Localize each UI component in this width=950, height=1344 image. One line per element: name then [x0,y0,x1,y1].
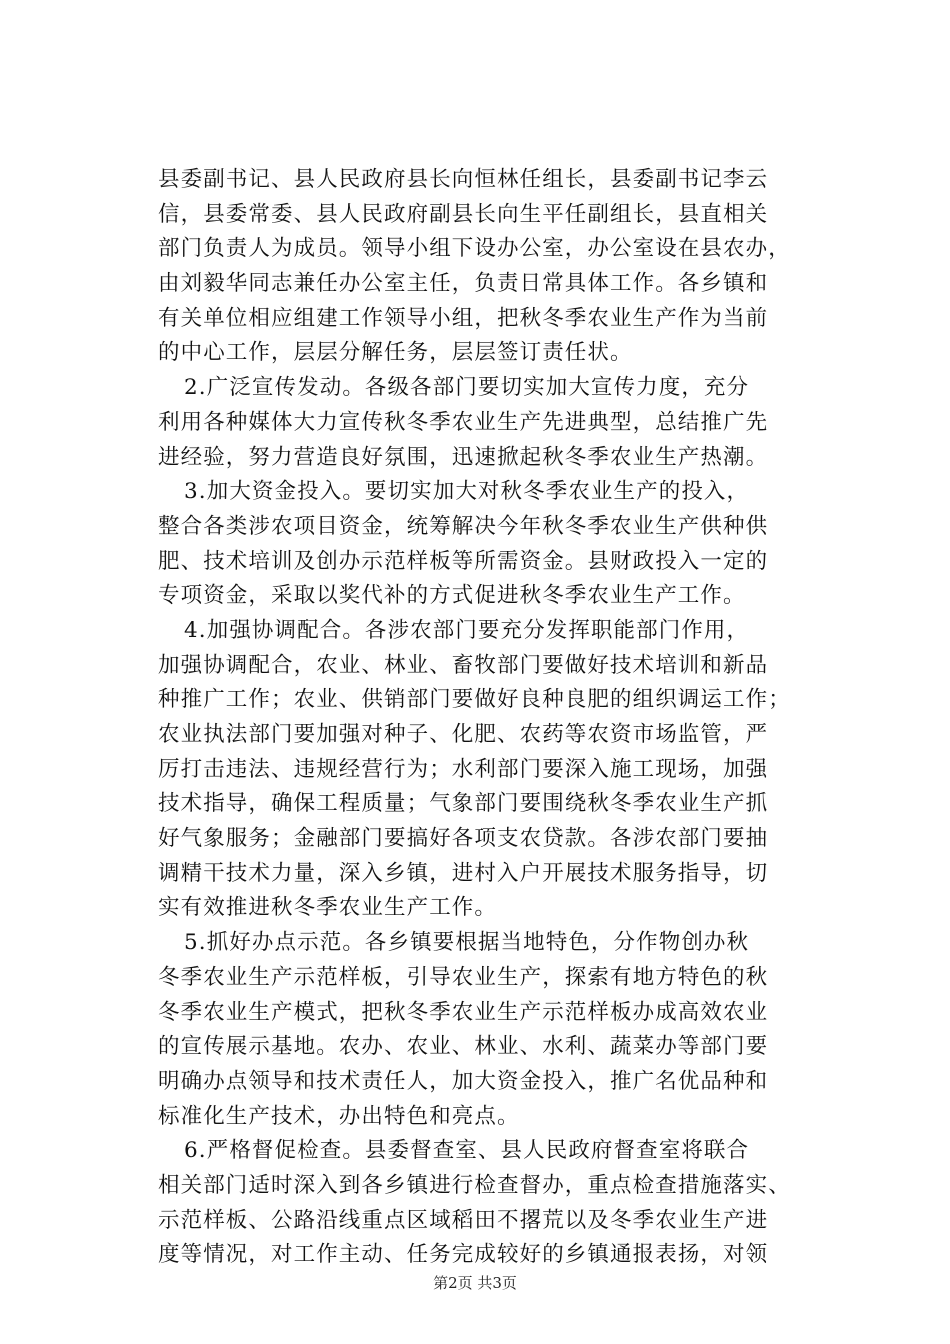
text-line: 实有效推进秋冬季农业生产工作。 [158,895,498,921]
text-line: 有关单位相应组建工作领导小组，把秋冬季农业生产作为当前 [158,305,769,331]
text-line: 加强协调配合，农业、林业、畜牧部门要做好技术培训和新品 [158,652,769,678]
text-line: 由刘毅华同志兼任办公室主任，负责日常具体工作。各乡镇和 [158,271,769,297]
text-line: 县委副书记、县人民政府县长向恒林任组长，县委副书记李云 [158,167,769,192]
text-line: 肥、技术培训及创办示范样板等所需资金。县财政投入一定的 [158,548,769,574]
text-line: 整合各类涉农项目资金，统筹解决今年秋冬季农业生产供种供 [158,513,769,539]
text-line: 4.加强协调配合。各涉农部门要充分发挥职能部门作用， [184,617,750,643]
text-line: 标准化生产技术，办出特色和亮点。 [158,1103,520,1129]
text-line: 部门负责人为成员。领导小组下设办公室，办公室设在县农办， [158,236,791,262]
text-line: 冬季农业生产示范样板，引导农业生产，探索有地方特色的秋 [158,964,769,990]
text-line: 利用各种媒体大力宣传秋冬季农业生产先进典型，总结推广先 [158,409,769,435]
text-line: 种推广工作；农业、供销部门要做好良种良肥的组织调运工作； [158,687,791,713]
text-line: 的中心工作，层层分解任务，层层签订责任状。 [158,340,633,366]
text-line: 冬季农业生产模式，把秋冬季农业生产示范样板办成高效农业 [158,999,769,1025]
text-line: 2.广泛宣传发动。各级各部门要切实加大宣传力度，充分 [184,375,750,401]
text-line: 5.抓好办点示范。各乡镇要根据当地特色，分作物创办秋 [184,930,750,956]
text-line: 6.严格督促检查。县委督查室、县人民政府督查室将联合 [184,1138,750,1164]
text-line: 好气象服务；金融部门要搞好各项支农贷款。各涉农部门要抽 [158,826,769,852]
text-line: 度等情况，对工作主动、任务完成较好的乡镇通报表扬，对领 [158,1242,769,1268]
text-line: 的宣传展示基地。农办、农业、林业、水利、蔬菜办等部门要 [158,1034,769,1060]
text-line: 厉打击违法、违规经营行为；水利部门要深入施工现场，加强 [158,756,769,782]
page-footer: 第2页 共3页 [433,1274,517,1292]
text-line: 相关部门适时深入到各乡镇进行检查督办，重点检查措施落实、 [158,1172,791,1198]
text-line: 技术指导，确保工程质量；气象部门要围绕秋冬季农业生产抓 [158,791,769,817]
text-line: 专项资金，采取以奖代补的方式促进秋冬季农业生产工作。 [158,583,746,609]
text-line: 信，县委常委、县人民政府副县长向生平任副组长，县直相关 [158,201,769,227]
text-line: 3.加大资金投入。要切实加大对秋冬季农业生产的投入， [184,479,750,505]
text-line: 调精干技术力量，深入乡镇，进村入户开展技术服务指导，切 [158,860,769,886]
text-line: 明确办点领导和技术责任人，加大资金投入，推广名优品种和 [158,1068,769,1094]
text-line: 农业执法部门要加强对种子、化肥、农药等农资市场监管，严 [158,722,769,747]
text-line: 进经验，努力营造良好氛围，迅速掀起秋冬季农业生产热潮。 [158,444,769,470]
document-body [158,163,828,1273]
text-line: 示范样板、公路沿线重点区域稻田不撂荒以及冬季农业生产进 [158,1207,769,1233]
